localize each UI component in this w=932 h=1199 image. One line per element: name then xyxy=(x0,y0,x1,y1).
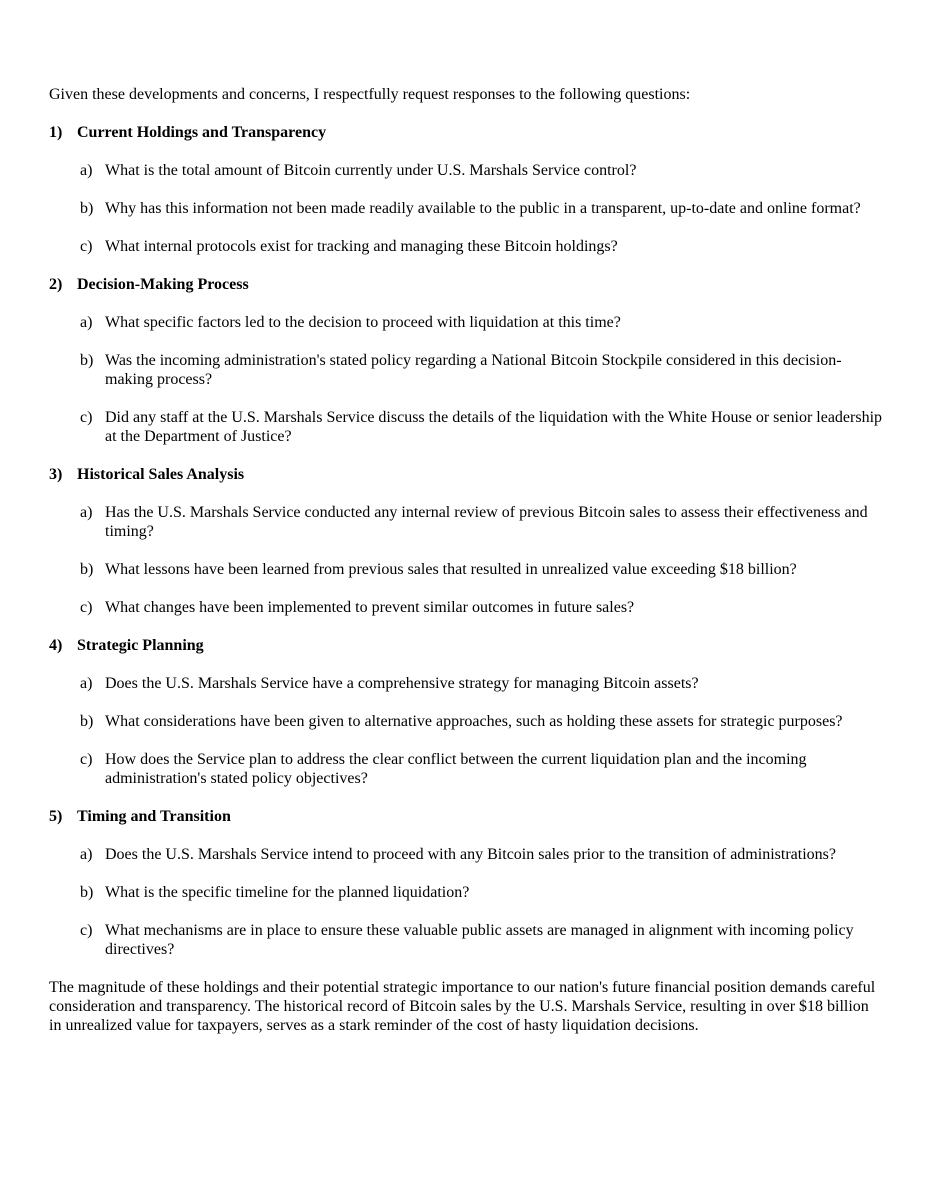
section-3-number: 3) xyxy=(49,466,63,483)
question-item-3b xyxy=(80,560,884,579)
intro-paragraph: Given these developments and concerns, I respectfully request responses to the following questions: xyxy=(49,86,691,103)
question-text-4c: How does the Service plan to address the clear conflict between the current liquidation plan and the incoming administration's stated policy objectives? xyxy=(105,751,807,787)
closing-paragraph: The magnitude of these holdings and their potential strategic importance to our nation's future financial position demands careful consideration and transparency. The historical record of Bitcoin sales by the U.S. Marshals Service, resulting in over $18 billion in unrealized value for taxpayers, serves as a stark reminder of the cost of hasty liquidation decisions. xyxy=(49,979,876,1034)
question-label-5c: c) xyxy=(80,922,93,939)
question-text-4b: What considerations have been given to alternative approaches, such as holding these assets for strategic purposes? xyxy=(105,713,843,730)
section-2 xyxy=(49,275,884,446)
question-item-1c xyxy=(80,237,884,256)
section-5 xyxy=(49,807,884,959)
section-1-title: Current Holdings and Transparency xyxy=(77,124,327,141)
question-text-5a: Does the U.S. Marshals Service intend to proceed with any Bitcoin sales prior to the transition of administrations? xyxy=(105,846,836,863)
question-item-1b xyxy=(80,199,884,218)
section-5-number: 5) xyxy=(49,808,63,825)
question-item-5a xyxy=(80,845,884,864)
question-item-2c xyxy=(80,408,884,446)
section-3-heading xyxy=(49,465,884,484)
question-item-5c xyxy=(80,921,884,959)
question-label-5a: a) xyxy=(80,846,93,863)
question-label-2c: c) xyxy=(80,409,93,426)
section-1-heading xyxy=(49,123,884,142)
question-text-2a: What specific factors led to the decision to proceed with liquidation at this time? xyxy=(105,314,621,331)
question-text-1c: What internal protocols exist for tracking and managing these Bitcoin holdings? xyxy=(105,238,618,255)
section-4 xyxy=(49,636,884,788)
section-1-number: 1) xyxy=(49,124,63,141)
section-5-title: Timing and Transition xyxy=(77,808,231,825)
question-item-4c xyxy=(80,750,884,788)
question-label-4b: b) xyxy=(80,713,94,730)
question-text-5c: What mechanisms are in place to ensure these valuable public assets are managed in alignment with incoming policy directives? xyxy=(105,922,854,958)
section-4-title: Strategic Planning xyxy=(77,637,204,654)
question-label-1b: b) xyxy=(80,200,94,217)
section-5-heading xyxy=(49,807,884,826)
question-label-1a: a) xyxy=(80,162,93,179)
question-label-4a: a) xyxy=(80,675,93,692)
question-label-2a: a) xyxy=(80,314,93,331)
question-item-2a xyxy=(80,313,884,332)
section-2-heading xyxy=(49,275,884,294)
question-label-4c: c) xyxy=(80,751,93,768)
question-label-5b: b) xyxy=(80,884,94,901)
question-item-3c xyxy=(80,598,884,617)
question-label-3c: c) xyxy=(80,599,93,616)
question-text-1b: Why has this information not been made readily available to the public in a transparent, up-to-date and online format? xyxy=(105,200,861,217)
question-label-2b: b) xyxy=(80,352,94,369)
section-1 xyxy=(49,123,884,256)
section-4-number: 4) xyxy=(49,637,63,654)
question-item-5b xyxy=(80,883,884,902)
question-text-4a: Does the U.S. Marshals Service have a comprehensive strategy for managing Bitcoin assets? xyxy=(105,675,699,692)
question-text-5b: What is the specific timeline for the planned liquidation? xyxy=(105,884,470,901)
section-3 xyxy=(49,465,884,617)
question-text-2c: Did any staff at the U.S. Marshals Service discuss the details of the liquidation with the White House or senior leadership at the Department of Justice? xyxy=(105,409,883,445)
question-text-3a: Has the U.S. Marshals Service conducted any internal review of previous Bitcoin sales to assess their effectiveness and timing? xyxy=(105,504,868,540)
question-item-4a xyxy=(80,674,884,693)
question-label-3b: b) xyxy=(80,561,94,578)
question-text-2b: Was the incoming administration's stated policy regarding a National Bitcoin Stockpile considered in this decision-making process? xyxy=(105,352,842,388)
section-2-number: 2) xyxy=(49,276,63,293)
question-item-3a xyxy=(80,503,884,541)
question-text-3b: What lessons have been learned from previous sales that resulted in unrealized value exceeding $18 billion? xyxy=(105,561,797,578)
section-2-title: Decision-Making Process xyxy=(77,276,249,293)
question-text-1a: What is the total amount of Bitcoin currently under U.S. Marshals Service control? xyxy=(105,162,637,179)
question-label-3a: a) xyxy=(80,504,93,521)
question-item-1a xyxy=(80,161,884,180)
question-text-3c: What changes have been implemented to prevent similar outcomes in future sales? xyxy=(105,599,635,616)
question-label-1c: c) xyxy=(80,238,93,255)
section-4-heading xyxy=(49,636,884,655)
question-item-2b xyxy=(80,351,884,389)
section-3-title: Historical Sales Analysis xyxy=(77,466,245,483)
question-item-4b xyxy=(80,712,884,731)
